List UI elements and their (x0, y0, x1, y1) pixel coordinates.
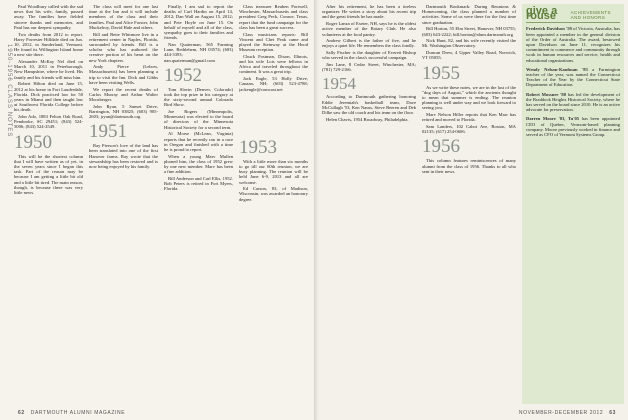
left-footer (14, 410, 125, 416)
column-3 (164, 4, 233, 404)
paragraph: This column features reminiscences of many alumni from the class of 1956. Thanks to all who sent in their news. (422, 158, 516, 174)
running-header (0, 0, 12, 420)
honoree-name: Robert Mossner '80 (526, 91, 567, 97)
paragraph: Alexander McKay Nel died on March 10, 2011 in Peterborough, New Hampshire, where he lived. His family and his friends will miss him. (14, 59, 83, 80)
class-contact: Duncan Drew, 4 Upper Valley Road, Norwich, VT 05055. (422, 50, 516, 61)
honoree-name: Frederick Davidson '59 (526, 26, 572, 32)
paragraph: After his retirement, he has been a tireless organizer. He writes a story about his recent trip and the great friends he has made. (322, 4, 416, 20)
paragraph: Class treasurer Reuben Portwell, Winchester, Massachusetts and class president Greg Peck, Conroe, Texas, report that the fund campaign for the class has been a great success. (239, 4, 308, 30)
column-4 (239, 4, 308, 404)
paragraph: Two deaths from 2012 to report. Harry Forrester Hilldale died on Jun. 10, 2012, in Sunderland, Vermont. He found its Willington Island home a new site there. (14, 31, 83, 58)
paragraph: As we write these notes, we are in the last of the "dog days of August," which the ancients thought to mean that summer is ending. The reunion planning is well under way and we look forward to seeing you. (422, 84, 516, 111)
sidebar-header (526, 5, 620, 23)
class-year-heading: 1952 (164, 64, 202, 86)
class-year-heading: 1954 (322, 74, 356, 94)
paragraph: According to Dartmouth gathering honoring Eddie Jeremiah's basketball team, Dave McCullagh '53, Ken Nauss, Steve Beeren and Deb Dilke saw the old coach and his team on the floor. (322, 94, 416, 116)
right-page (314, 0, 628, 420)
class-year-heading: 1950 (14, 131, 52, 153)
paragraph: Bill and Bette Whitmore live in a retirement center in Naples, Florida, surrounded by friends. Bill is a scholar who has authored the creative portion of his heart on the new York chapters. (89, 31, 158, 63)
paragraph: Ed Carson, 83, of Madison, Wisconsin, was awarded an honorary degree. (239, 186, 308, 202)
column-2 (89, 4, 158, 404)
page-number: 62 (18, 410, 25, 416)
class-contact: John Ado, 1883 Felton Oak Road, Pembroke, SC 29451; (843) 524-5006; (843) 524-2549. (14, 114, 83, 130)
paragraph: The class will meet for one last time at the Inn and it will include members of the class and their families. Paul and Alice Forster, John Muckelroy, David Hale and others. (89, 4, 158, 30)
paragraph: Roger Lanza of Exeter, NH, says he is the oldest active member of the Rotary Club. He also volunteers at the food pantry. (322, 21, 416, 37)
honor-text: a Farmington teacher of the year, was named the Connecticut Teacher of the Year by the Connecticut State Department of Education. (526, 66, 621, 88)
honor-text: has been appointed CEO of Quebec, Vermont-based planning company. Moore previously worked in finance and served as CFO of Vermont Systems Group. (526, 116, 620, 138)
class-contact: John Ryan, 5 Sunset Drive, Barrington, NH 03825; (603) 905-2603; jryan@dartmouth.org (89, 103, 158, 120)
paragraph: Al Morse (McLean, Virginia) reports that he recently ran in a race in Oregon and finished with a time he is proud to report. (164, 131, 233, 152)
class-contact: Jack Engle, 53 Holly Drive, Canaan, NH; (603) 523-4788; jackengle@comcast.net (239, 76, 308, 92)
paragraph: Chuck Fostman, Dixon, Illinois, and his wife Lois were fellows in Africa and traveled throughout the continent. It was a great trip. (239, 53, 308, 75)
paragraph: Sally Fischer is the daughter of Everett Bishop who served in the class's successful campaign. (322, 50, 416, 61)
paragraph: Nick Hunt, 82, and his wife recently visited the Mt. Washington Observatory. (422, 38, 516, 49)
give-a-rouse-sidebar (522, 4, 624, 404)
running-header-text: 1950-1956 CLASS NOTES (6, 44, 12, 138)
honor-entry (526, 67, 620, 88)
paragraph: Finally, I am sad to report the deaths of Carl Hardin on April 14, 2012; Dan Wall on August 15, 2012; and Pete Hoyle on June 15. On behalf of myself and all of the class, sympathy goes to their families and friends. (164, 4, 233, 41)
paragraph: When a young Marv Mullen phoned him, the class of 1952 grew by one new member. Marv has been a fine addition. (164, 153, 233, 175)
honor-entry (526, 116, 620, 137)
paragraph: Joe Rogers (Minneapolis, Minnesota) was elected to the board of directors of the Minnesota Historical Society for a second term. (164, 109, 233, 130)
paragraph: With a little more than six months to go till our 60th reunion, we are busy planning. The reunion will be held June 6-9, 2013 and all are welcome. (239, 158, 308, 185)
class-year-heading: 1951 (89, 121, 127, 143)
sidebar-subtitle: ACHIEVEMENTS AND HONORS (570, 10, 611, 21)
page-number: 63 (609, 410, 616, 416)
right-footer (519, 410, 620, 416)
column-6 (422, 4, 516, 404)
paragraph: We report the recent deaths of Carlos Murray and Arthur Walter Moosberger. (89, 86, 158, 102)
honor-entry (526, 92, 620, 113)
sidebar-title: give a rouse (526, 5, 558, 23)
paragraph: Tom Slavin (Denver, Colorado) took the top prize in his category at the sixty-second annual Colorado Bird Show. (164, 86, 233, 108)
class-contact: Sam Landers, 102 Cabot Ave, Boston, MA 02135; (617) 254-0606. (422, 123, 516, 135)
class-contact: Helen Chavis, 1954 Broadway, Philadelphia. (326, 116, 409, 122)
honor-text: of Victoria, Australia, has been appointed a member in the general division of the Order of Australia. The award, bestowed upon Davidson on June 11, recognizes his commitment to commerce and community through work in human resources and service, health and educational organizations. (526, 26, 620, 63)
paragraph: Robert Hilton died on June 15, 2012 at his home in Fort Lauderdale, Florida. Dick practiced law for 50 years in Miami and then taught law at Southwest Florida College before his death. (14, 81, 83, 113)
issue-date: NOVEMBER-DECEMBER 2012 (518, 410, 604, 416)
paragraph: Paul Woodbury called with the sad news that his wife, family, passed away. The families have fielded sincere thanks and memories, and Paul has our deepest sympathy. (14, 4, 83, 30)
honor-text: has led the development of the Braddock Heights Historical Society, where he has served on the board since 2010. He is an active advocate for preservation. (526, 91, 620, 113)
honoree-name: Darren Moore '03, Tu'05 (526, 116, 580, 122)
paragraph: Dartmouth Bookmark: During Reunions & Homecoming, the class planned a number of activities. Some of us were there for the first time since graduation. (422, 4, 516, 25)
paragraph: Class musicians reports: Bill Vincent and Chet Peak came and played the Steinway at the Hood Museum reception. (239, 31, 308, 53)
column-5 (322, 4, 416, 404)
class-year-heading: 1956 (422, 136, 460, 158)
honoree-name: Wendy Nelson-Kaufman '83 (526, 66, 588, 72)
paragraph: Marv Nelson Hiller reports that Ken Maw has retired and moved to Florida. (422, 112, 516, 123)
paragraph: This will be the shortest column that I will have written as of yet, in the seven years since I began this task. Part of the reason may be because I am getting a little bit old and a little bit tired. The main reason, though, is because there was very little news. (14, 153, 83, 196)
paragraph: Bill Anderson and Carl Ellis, 1952. Bob Peters is retired in Fort Myers, Florida. (164, 175, 233, 192)
paragraph: Andy Pierce (Lebow, Massachusetts) has been planning a trip to visit the Inn. Dick and Gibbs have been visiting Wells. (89, 64, 158, 85)
class-contact: Jim Lane, 8 Cedar Street, Winchester, MA; (781) 729-2166. (322, 62, 416, 73)
column-1 (14, 4, 83, 404)
paragraph: Andrew Gilbert is the father of five, and he enjoys a quiet life. He remembers the class fondly. (322, 38, 416, 49)
class-contact: Nan Quaterman, 565 Farming Lane, Bethlehem, NH 03574; (603) 444-3393; nan.quaterman@gmail.com (164, 41, 233, 63)
class-contact: Bill Horton, 55 Elm Street, Hanover, NH 03755; (603) 643-2222; bill.horton@alum.dartmouth.org (422, 26, 516, 37)
magazine-name: DARTMOUTH ALUMNI MAGAZINE (30, 410, 126, 416)
right-page-columns (322, 4, 624, 404)
class-year-heading: 1955 (422, 62, 460, 84)
left-page-columns (14, 4, 308, 404)
honor-entry (526, 26, 620, 62)
paragraph: Ray Pierson's love of the land has been translated into one of the first Hanover farms. Ray wrote that the stewardship has been restored and is now being enjoyed by his family. (89, 143, 158, 170)
class-year-heading: 1953 (239, 136, 277, 158)
